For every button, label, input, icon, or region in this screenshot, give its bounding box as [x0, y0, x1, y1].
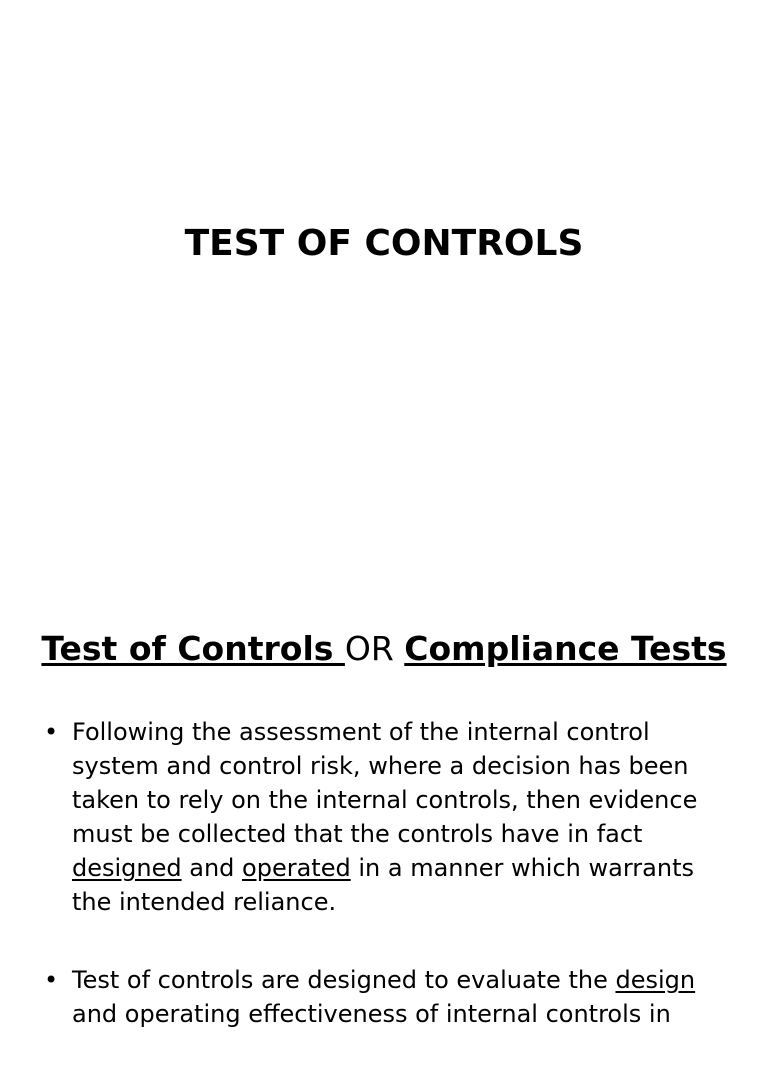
heading-compliance-tests: Compliance Tests [404, 629, 727, 668]
bullet-item-2 [44, 963, 724, 1031]
bullet1-underline-designed: designed [72, 854, 182, 882]
bullet1-underline-operated: operated [242, 854, 351, 882]
slide-title: TEST OF CONTROLS [184, 223, 584, 264]
bullet2-underline-design: design [615, 966, 696, 994]
heading-or: OR [344, 629, 405, 668]
bullet1-text-a: Following the assessment of the internal control system and control risk, where a decision has been taken to rely on the internal controls, then evidence must be collected that the controls have in fact [72, 718, 698, 848]
bullet-icon: • [44, 966, 59, 994]
bullet-item-1 [44, 715, 724, 919]
bullet1-text-b: and [181, 854, 243, 882]
bullet2-text-b: and operating effectiveness of internal controls in [72, 1000, 671, 1028]
bullet-icon: • [44, 718, 59, 746]
bullet2-text-a: Test of controls are designed to evaluate the [72, 966, 616, 994]
heading-test-of-controls: Test of Controls [41, 629, 345, 668]
bullet-list [44, 715, 724, 1075]
bullet1-text-c: in a manner which warrants the intended reliance. [72, 854, 694, 916]
section-heading [0, 627, 768, 671]
